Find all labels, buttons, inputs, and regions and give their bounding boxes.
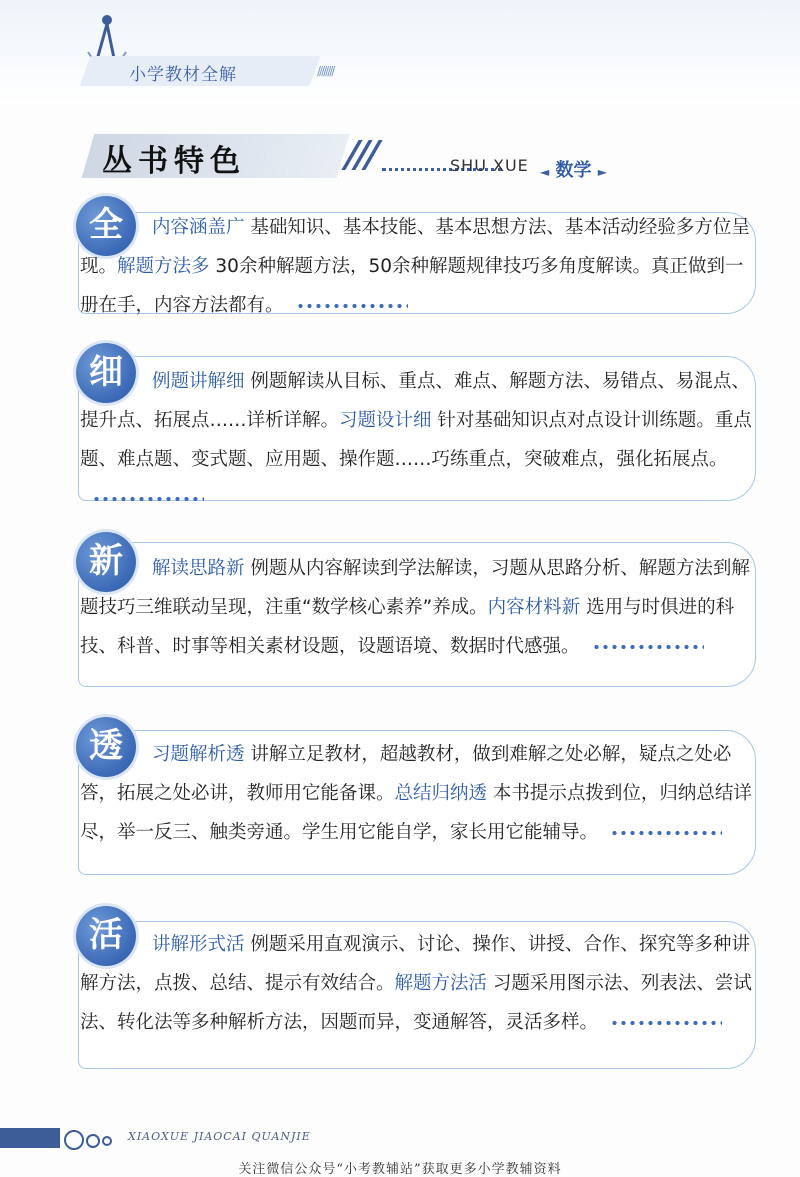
feature-text	[80, 925, 760, 1042]
dotted-line	[296, 303, 408, 309]
feature-text	[80, 208, 760, 325]
feature-highlight: 内容涵盖广	[152, 217, 245, 238]
subject-name: 数学	[555, 160, 592, 181]
feature-body: 例题采用直观演示、讨论、操作、讲授、合作、探究等多种讲解方法，点拨、总结、提示有效结合。	[80, 934, 750, 994]
feature-text	[80, 549, 760, 666]
feature-highlight: 习题解析透	[152, 744, 245, 765]
section-header-stripes	[350, 140, 380, 174]
feature-text	[80, 362, 760, 518]
footer-circle-icon	[102, 1136, 112, 1146]
subject-label	[540, 156, 607, 182]
feature-body: 例题解读从目标、重点、难点、解题方法、易错点、易混点、提升点、拓展点……详析详解。	[80, 371, 750, 431]
section-header	[70, 132, 770, 184]
feature-body: 讲解立足教材，超越教材，做到难解之处必解，疑点之处必答，拓展之处必讲，教师用它能备课。	[80, 744, 732, 804]
feature-badge: 透	[76, 717, 136, 777]
footer-note: 关注微信公众号“小考教辅站”获取更多小学教辅资料	[238, 1162, 562, 1177]
feature-body: 针对基础知识点对点设计训练题。重点题、难点题、变式题、应用题、操作题……巧练重点，突破难点，强化拓展点。	[80, 410, 752, 470]
dotted-line	[92, 496, 204, 502]
running-header	[85, 56, 335, 86]
feature-highlight: 内容材料新	[487, 597, 581, 618]
feature-badge: 新	[76, 532, 136, 592]
arrow-right-icon: ►	[597, 165, 608, 179]
dotted-line	[610, 830, 722, 836]
feature-body: 基础知识、基本技能、基本思想方法、基本活动经验多方位呈现。	[80, 217, 750, 277]
feature-badge: 活	[76, 906, 136, 966]
footer-pinyin: XIAOXUE JIAOCAI QUANJIE	[128, 1130, 311, 1143]
feature-body: 习题采用图示法、列表法、尝试法、转化法等多种解析方法，因题而异，变通解答，灵活多样。	[80, 973, 752, 1033]
dotted-line	[610, 1020, 722, 1026]
feature-highlight: 总结归纳透	[394, 783, 488, 804]
feature-body: 本书提示点拨到位，归纳总结详尽，举一反三、触类旁通。学生用它能自学，家长用它能辅导。	[80, 783, 752, 843]
feature-highlight: 解题方法多	[117, 256, 210, 277]
subject-pinyin: SHU XUE	[450, 156, 529, 175]
arrow-left-icon: ◄	[540, 165, 550, 179]
dotted-line	[592, 644, 704, 650]
footer-circle-icon	[64, 1130, 84, 1150]
feature-body: 30余种解题方法，50余种解题规律技巧多角度解读。真正做到一册在手，内容方法都有。	[80, 256, 744, 316]
feature-highlight: 解题方法活	[394, 973, 488, 994]
section-title: 丛书特色	[102, 144, 246, 179]
running-header-title: 小学教材全解	[129, 65, 237, 85]
feature-body: 例题从内容解读到学法解读，习题从思路分析、解题方法到解题技巧三维联动呈现，注重“数学核心素养”养成。	[80, 558, 750, 618]
feature-text	[80, 735, 760, 852]
feature-badge: 全	[76, 196, 136, 256]
feature-badge: 细	[76, 343, 136, 403]
footer-bar	[0, 1128, 60, 1148]
feature-highlight: 解读思路新	[152, 558, 245, 579]
footer-circle-icon	[86, 1134, 100, 1148]
feature-highlight: 讲解形式活	[152, 934, 245, 955]
feature-highlight: 例题讲解细	[152, 371, 245, 392]
feature-highlight: 习题设计细	[339, 410, 432, 431]
feature-body: 选用与时俱进的科技、科普、时事等相关素材设题，设题语境、数据时代感强。	[80, 597, 735, 657]
page-footer	[0, 1118, 800, 1177]
running-header-stripes: ////////	[317, 64, 334, 78]
